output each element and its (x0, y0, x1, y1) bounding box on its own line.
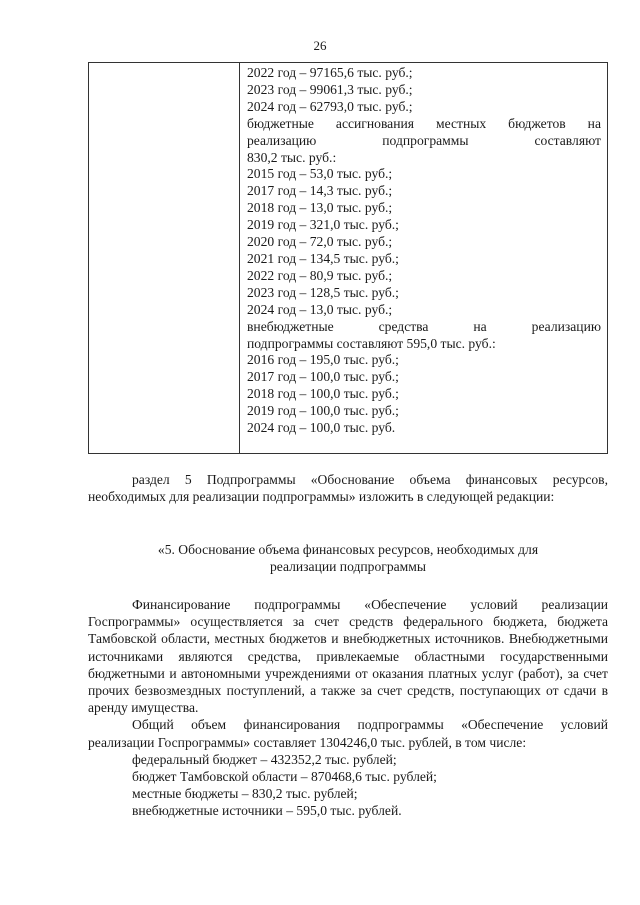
table-line: 2021 год – 134,5 тыс. руб.; (247, 250, 399, 266)
section-heading-line-1: «5. Обоснование объема финансовых ресурсов, необходимых для (157, 542, 539, 557)
table-line: подпрограммы составляют 595,0 тыс. руб.: (247, 335, 496, 351)
section-heading (88, 541, 608, 575)
funding-table (88, 62, 608, 454)
table-line: 2024 год – 62793,0 тыс. руб.; (247, 98, 413, 114)
section-intro-text: раздел 5 Подпрограммы «Обоснование объема финансовых ресурсов, необходимых для реализации подпрограммы» изложить в следующей редакции: (88, 472, 608, 505)
table-line: 2020 год – 72,0 тыс. руб.; (247, 234, 393, 250)
section-heading-line-2: реализации подпрограммы (269, 559, 427, 575)
funding-list-item: федеральный бюджет – 432352,2 тыс. рублей; (132, 751, 397, 767)
funding-list-item: внебюджетные источники – 595,0 тыс. рублей. (132, 803, 402, 819)
table-line: 2022 год – 80,9 тыс. руб.; (247, 267, 393, 283)
table-line: 2024 год – 13,0 тыс. руб.; (247, 301, 393, 317)
section-body (88, 596, 608, 820)
page-number: 26 (313, 38, 327, 53)
funding-list-item: местные бюджеты – 830,2 тыс. рублей; (132, 786, 358, 802)
funding-breakdown-list (88, 751, 608, 820)
table-line: 2017 год – 100,0 тыс. руб.; (247, 369, 399, 385)
table-line: 2018 год – 100,0 тыс. руб.; (247, 386, 399, 402)
table-line: 830,2 тыс. руб.: (247, 149, 337, 165)
table-line: реализацию подпрограммы составляют (247, 132, 601, 148)
table-line: 2017 год – 14,3 тыс. руб.; (247, 183, 393, 199)
table-line: 2023 год – 128,5 тыс. руб.; (247, 284, 399, 300)
table-funding-cell (247, 65, 601, 437)
table-line: 2019 год – 100,0 тыс. руб.; (247, 403, 399, 419)
table-line: 2015 год – 53,0 тыс. руб.; (247, 166, 393, 182)
funding-list-item: бюджет Тамбовской области – 870468,6 тыс. рублей; (132, 769, 437, 785)
table-column-divider (239, 63, 240, 453)
table-line: 2022 год – 97165,6 тыс. руб.; (247, 65, 413, 80)
paragraph-financing-sources: Финансирование подпрограммы «Обеспечение условий реализации Госпрограммы» осуществляется за счет средств федерального бюджета, бюджета Тамбовской области, местных бюджетов и внебюджетных источников. Внебюджетными источниками являются средства, привлекаемые областными государственными бюджетными и автономными учреждениями от оказания платных услуг (работ), за счет прочих безвозмездных поступлений, а также за счет средств, поступающих от сдачи в аренду имущества. (88, 597, 608, 716)
table-line: 2023 год – 99061,3 тыс. руб.; (247, 81, 413, 97)
table-line: 2016 год – 195,0 тыс. руб.; (247, 352, 399, 368)
table-line: 2024 год – 100,0 тыс. руб. (247, 420, 396, 436)
table-line: 2018 год – 13,0 тыс. руб.; (247, 200, 393, 216)
table-line: бюджетные ассигнования местных бюджетов на (247, 115, 601, 131)
table-line: внебюджетные средства на реализацию (247, 318, 601, 334)
table-line: 2019 год – 321,0 тыс. руб.; (247, 217, 399, 233)
paragraph-total-financing: Общий объем финансирования подпрограммы «Обеспечение условий реализации Госпрограммы» составляет 1304246,0 тыс. рублей, в том числе: (88, 717, 608, 750)
